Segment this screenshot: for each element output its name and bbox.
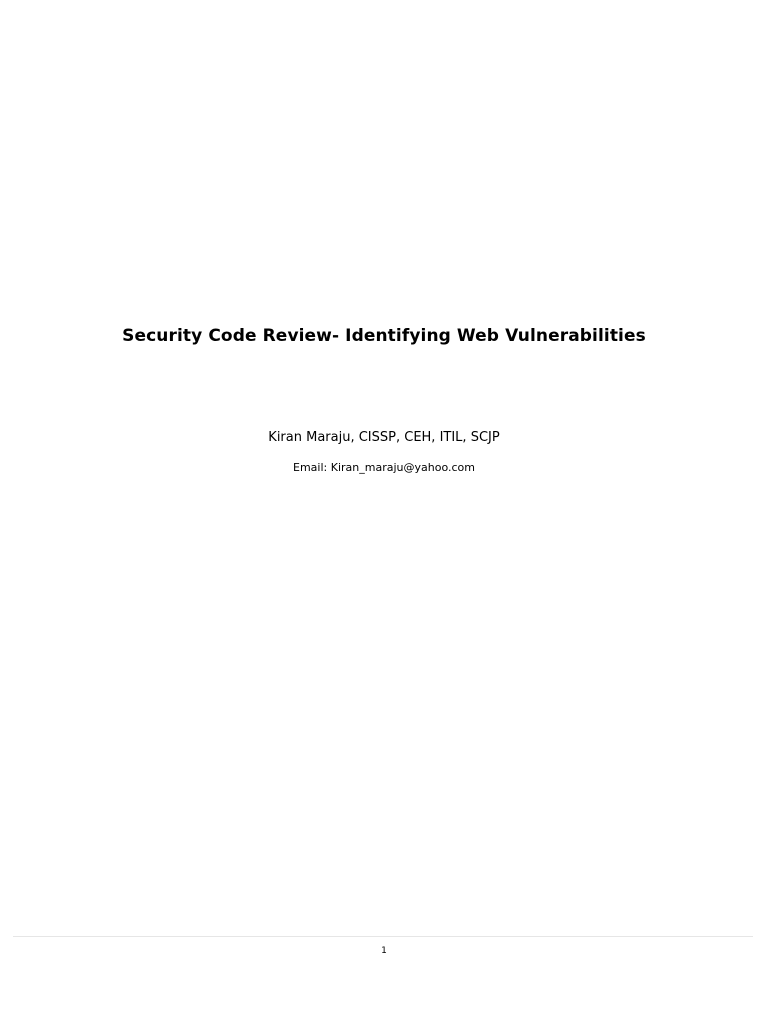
page-number: 1: [381, 946, 387, 956]
author-email: Email: Kiran_maraju@yahoo.com: [293, 461, 475, 474]
author-line: Kiran Maraju, CISSP, CEH, ITIL, SCJP: [268, 430, 500, 445]
document-title: Security Code Review- Identifying Web Vulnerabilities: [122, 326, 646, 346]
footer-divider: [13, 936, 753, 937]
